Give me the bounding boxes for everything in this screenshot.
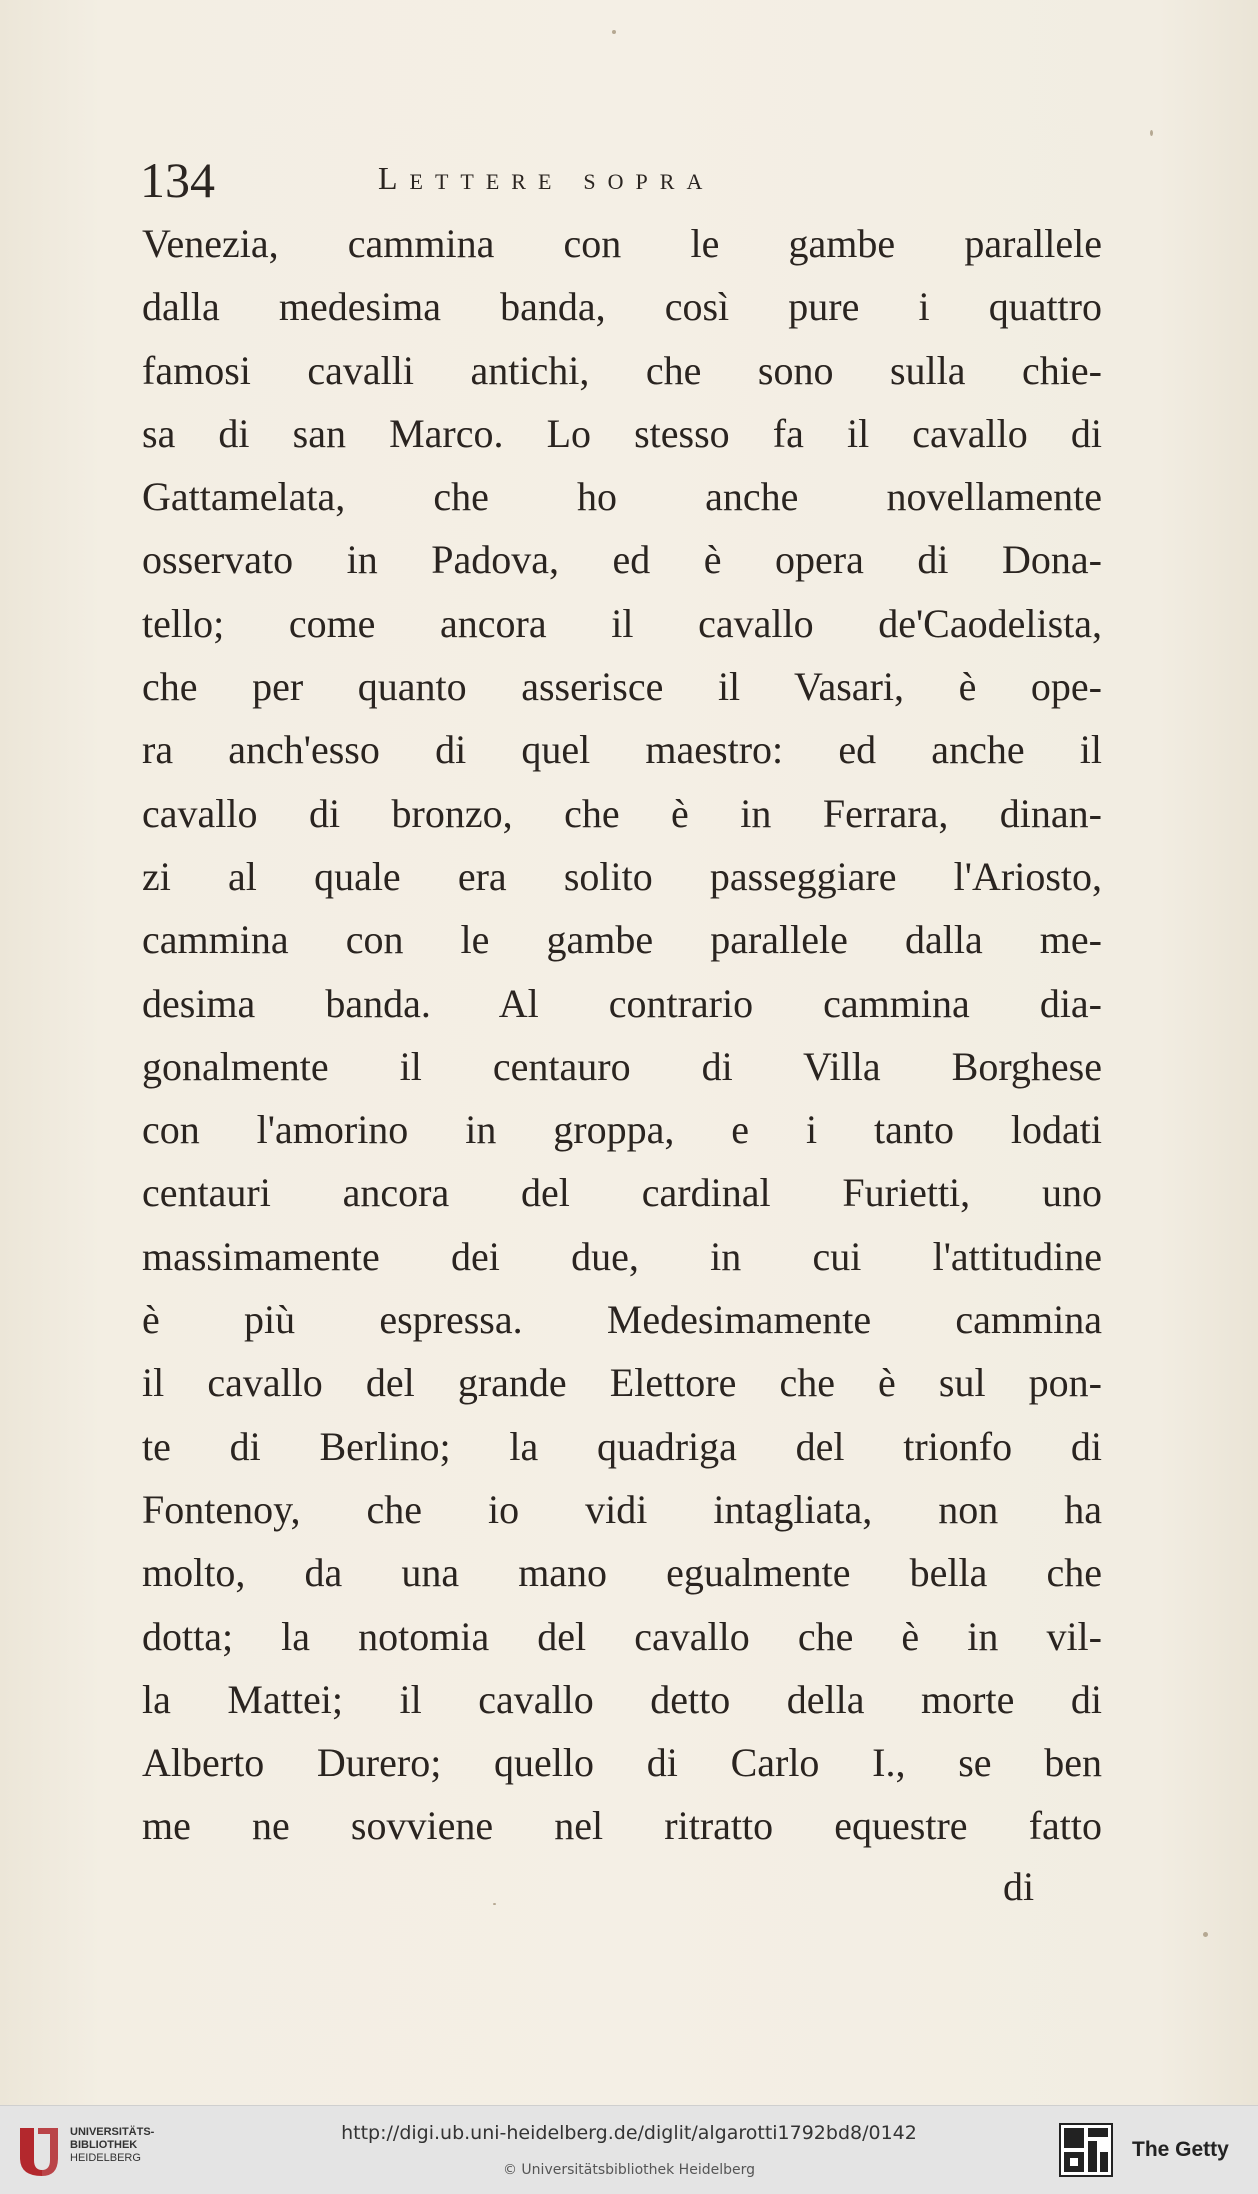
text-line: tello; come ancora il cavallo de'Caodelista,: [142, 600, 1102, 646]
body-text: [142, 212, 1102, 1858]
text-line: me ne sovviene nel ritratto equestre fatto: [142, 1803, 1102, 1849]
catchword: di: [1003, 1864, 1035, 1909]
text-line: è più espressa. Medesimamente cammina: [142, 1297, 1102, 1343]
library-logo-line: HEIDELBERG: [70, 2152, 141, 2164]
text-line: Venezia, cammina con le gambe parallele: [142, 221, 1102, 266]
running-title: Lettere sopra: [378, 160, 715, 196]
text-line: massimamente dei due, in cui l'attitudine: [142, 1233, 1102, 1279]
text-line: Alberto Durero; quello di Carlo I., se ben: [142, 1740, 1102, 1786]
getty-logo-icon[interactable]: [1058, 2122, 1114, 2178]
paper-speck: [612, 30, 616, 34]
text-line: dalla medesima banda, così pure i quattro: [142, 284, 1102, 330]
text-line: sa di san Marco. Lo stesso fa il cavallo di: [142, 410, 1102, 456]
paper-speck: [493, 1903, 496, 1905]
text-line: centauri ancora del cardinal Furietti, uno: [142, 1170, 1102, 1216]
copyright-notice: © Universitätsbibliothek Heidelberg: [502, 2162, 755, 2178]
text-line: cavallo di bronzo, che è in Ferrara, dinan-: [142, 790, 1102, 836]
text-line: molto, da una mano egualmente bella che: [142, 1550, 1102, 1596]
library-logo-line: UNIVERSITÄTS-: [70, 2126, 155, 2138]
text-line: famosi cavalli antichi, che sono sulla chie-: [142, 347, 1102, 393]
text-line: dotta; la notomia del cavallo che è in vil-: [142, 1613, 1102, 1659]
library-logo-line: BIBLIOTHEK: [70, 2139, 138, 2151]
text-line: con l'amorino in groppa, e i tanto lodati: [142, 1107, 1102, 1153]
getty-label: The Getty: [1132, 2138, 1229, 2161]
text-line: zi al quale era solito passeggiare l'Ariosto,: [142, 853, 1102, 899]
text-line: te di Berlino; la quadriga del trionfo di: [142, 1423, 1102, 1469]
text-line: gonalmente il centauro di Villa Borghese: [142, 1043, 1102, 1089]
paper-speck: [1203, 1932, 1208, 1937]
text-line: Gattamelata, che ho anche novellamente: [142, 474, 1102, 520]
page-header: [140, 150, 1140, 210]
text-line: cammina con le gambe parallele dalla me-: [142, 917, 1102, 963]
page-number: 134: [140, 152, 215, 208]
text-line: osservato in Padova, ed è opera di Dona-: [142, 537, 1102, 583]
permalink-url[interactable]: http://digi.ub.uni-heidelberg.de/diglit/algarotti1792bd8/0142: [341, 2122, 917, 2144]
text-line: che per quanto asserisce il Vasari, è ope-: [142, 664, 1102, 710]
text-line: Fontenoy, che io vidi intagliata, non ha: [142, 1486, 1102, 1532]
text-line: ra anch'esso di quel maestro: ed anche il: [142, 727, 1102, 773]
text-line: il cavallo del grande Elettore che è sul pon-: [142, 1360, 1102, 1406]
text-line: la Mattei; il cavallo detto della morte di: [142, 1676, 1102, 1722]
viewer-footer: [0, 2105, 1258, 2194]
text-line: desima banda. Al contrario cammina dia-: [142, 980, 1102, 1026]
paper-speck: [1150, 130, 1153, 136]
